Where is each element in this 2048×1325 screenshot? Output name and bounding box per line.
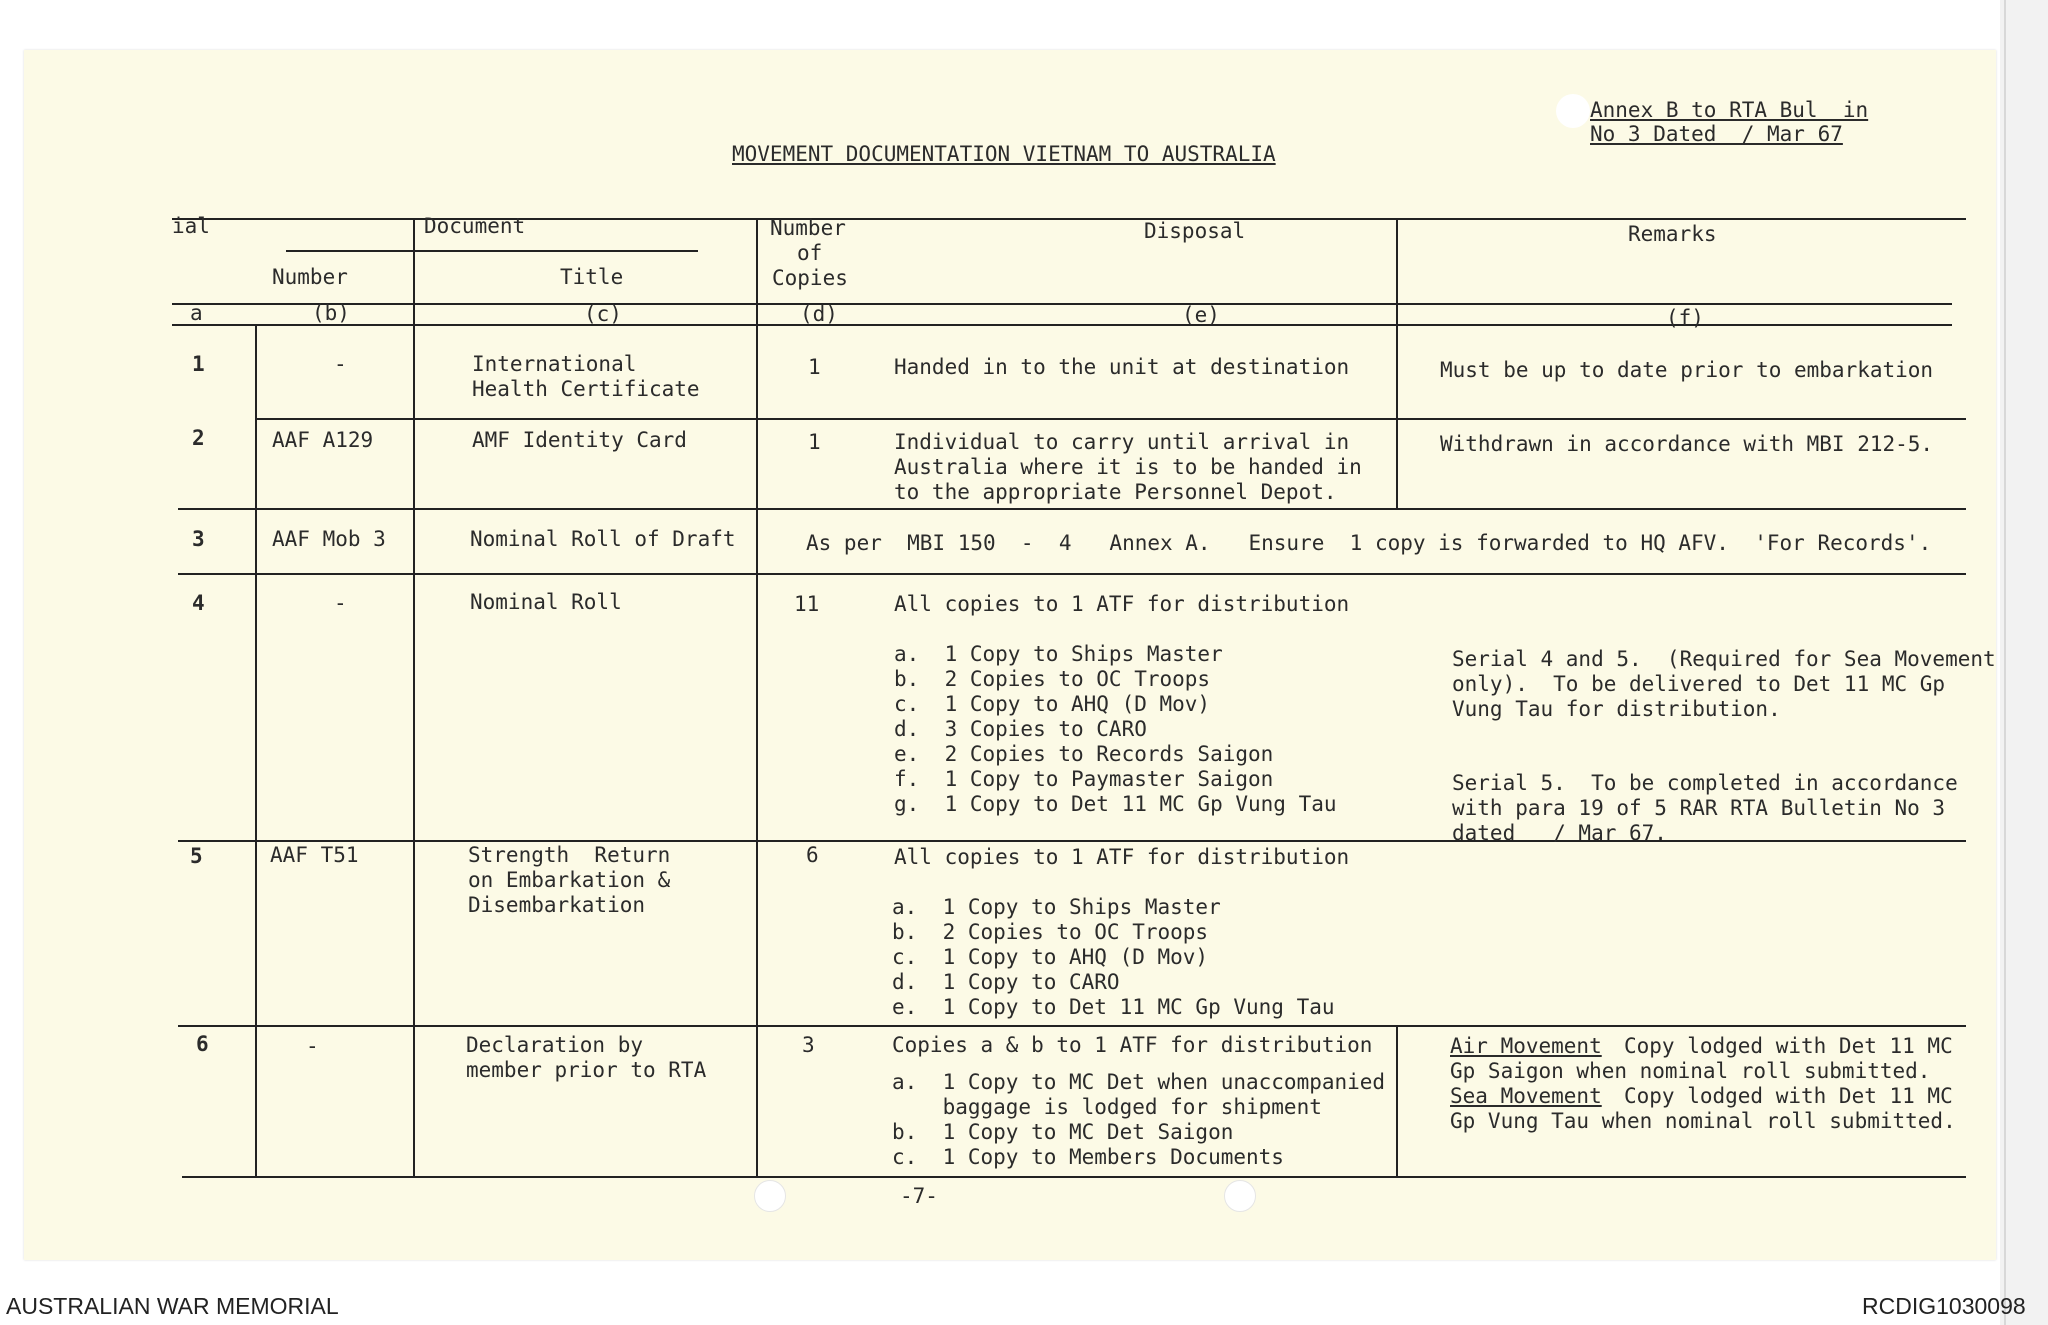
row-6-remarks-sea-label: Sea Movement <box>1450 1084 1602 1108</box>
row-6-remarks-air-2: Gp Saigon when nominal roll submitted. <box>1450 1059 1931 1083</box>
hole-punch-mark <box>1556 94 1590 128</box>
row-1-title-2: Health Certificate <box>472 377 700 401</box>
row-6-disposal-b: b. 1 Copy to MC Det Saigon <box>892 1120 1234 1144</box>
row-rule-5 <box>178 1025 1966 1027</box>
col-divider-b <box>413 218 415 1178</box>
scan-edge-line <box>2004 0 2006 1325</box>
row-4-disposal-b: b. 2 Copies to OC Troops <box>894 667 1211 691</box>
page-number: -7- <box>900 1184 938 1208</box>
document-title: MOVEMENT DOCUMENTATION VIETNAM TO AUSTRALIA <box>732 142 1276 166</box>
row-1-number: - <box>334 352 347 376</box>
row-5-disposal-e: e. 1 Copy to Det 11 MC Gp Vung Tau <box>892 995 1335 1019</box>
col-letter-c: (c) <box>584 302 622 326</box>
header-copies-1: Number <box>770 216 846 240</box>
row-5-title-2: on Embarkation & <box>468 868 671 892</box>
row-2-serial: 2 <box>192 426 205 450</box>
row-6-remarks-air-label: Air Movement <box>1450 1034 1602 1058</box>
header-document: Document <box>424 214 526 238</box>
scan-edge <box>2000 0 2048 1325</box>
row-1-copies: 1 <box>808 355 821 379</box>
row-1-remarks: Must be up to date prior to embarkation <box>1440 358 1934 382</box>
row-4-serial: 4 <box>192 591 205 615</box>
row-6-disposal-c: c. 1 Copy to Members Documents <box>892 1145 1284 1169</box>
row-1-disposal: Handed in to the unit at destination <box>894 355 1350 379</box>
row-6-serial: 6 <box>196 1032 209 1056</box>
footer-reference-id: RCDIG1030098 <box>1862 1293 2026 1319</box>
row-5-disposal-c: c. 1 Copy to AHQ (D Mov) <box>892 945 1209 969</box>
row-4-remarks2-3: dated / Mar 67. <box>1452 821 1667 845</box>
punch-hole-right <box>1224 1180 1256 1212</box>
row-4-remarks-1: Serial 4 and 5. (Required for Sea Movement <box>1452 647 1996 671</box>
header-copies-2: of <box>797 241 823 265</box>
header-remarks: Remarks <box>1628 222 1717 246</box>
row-4-disposal-f: f. 1 Copy to Paymaster Saigon <box>894 767 1274 791</box>
row-rule-2 <box>178 508 1966 510</box>
col-divider-e-bottom <box>1396 1025 1398 1178</box>
col-letter-a: a <box>190 301 203 325</box>
row-5-disposal-b: b. 2 Copies to OC Troops <box>892 920 1209 944</box>
row-6-title-1: Declaration by <box>466 1033 644 1057</box>
document-subheader-rule <box>286 250 698 252</box>
row-5-disposal-head: All copies to 1 ATF for distribution <box>894 845 1350 869</box>
row-2-remarks: Withdrawn in accordance with MBI 212-5. <box>1440 432 1934 456</box>
row-5-copies: 6 <box>806 843 819 867</box>
punch-hole-left <box>754 1180 786 1212</box>
annex-line-1: Annex B to RTA Bul in <box>1590 98 1869 122</box>
row-1-serial: 1 <box>192 352 205 376</box>
row-4-title: Nominal Roll <box>470 590 622 614</box>
row-2-copies: 1 <box>808 430 821 454</box>
row-6-number: - <box>306 1034 319 1058</box>
row-6-title-2: member prior to RTA <box>466 1058 707 1082</box>
row-rule-1 <box>256 418 1966 420</box>
row-4-disposal-c: c. 1 Copy to AHQ (D Mov) <box>894 692 1211 716</box>
col-letter-b: (b) <box>312 301 350 325</box>
row-5-serial: 5 <box>190 844 203 868</box>
row-2-disposal-1: Individual to carry until arrival in <box>894 430 1350 454</box>
row-2-disposal-2: Australia where it is to be handed in <box>894 455 1362 479</box>
row-6-disposal-head: Copies a & b to 1 ATF for distribution <box>892 1033 1373 1057</box>
header-title: Title <box>560 265 624 289</box>
row-4-remarks2-2: with para 19 of 5 RAR RTA Bulletin No 3 <box>1452 796 1946 820</box>
row-2-title: AMF Identity Card <box>472 428 687 452</box>
row-4-remarks-2: only). To be delivered to Det 11 MC Gp <box>1452 672 1946 696</box>
header-copies-3: Copies <box>772 266 848 290</box>
row-6-copies: 3 <box>802 1033 815 1057</box>
row-rule-3 <box>178 573 1966 575</box>
row-4-number: - <box>334 591 347 615</box>
row-6-disposal-a-cont: baggage is lodged for shipment <box>892 1095 1322 1119</box>
row-3-number: AAF Mob 3 <box>272 527 386 551</box>
row-4-remarks2-1: Serial 5. To be completed in accordance <box>1452 771 1958 795</box>
row-4-copies: 11 <box>794 592 820 616</box>
header-rule-1 <box>172 303 1952 305</box>
row-2-number: AAF A129 <box>272 428 374 452</box>
row-4-disposal-d: d. 3 Copies to CARO <box>894 717 1147 741</box>
header-number: Number <box>272 265 348 289</box>
row-2-disposal-3: to the appropriate Personnel Depot. <box>894 480 1337 504</box>
col-divider-a <box>255 324 257 1178</box>
annex-line-2: No 3 Dated / Mar 67 <box>1590 122 1843 146</box>
row-4-disposal-a: a. 1 Copy to Ships Master <box>894 642 1223 666</box>
row-3-title: Nominal Roll of Draft <box>470 527 736 551</box>
col-letter-d: (d) <box>800 302 838 326</box>
row-3-merged-disposal: As per MBI 150 - 4 Annex A. Ensure 1 copy is forwarded to HQ AFV. 'For Records'. <box>806 531 1932 555</box>
row-4-disposal-head: All copies to 1 ATF for distribution <box>894 592 1350 616</box>
row-5-title-1: Strength Return <box>468 843 671 867</box>
row-5-disposal-a: a. 1 Copy to Ships Master <box>892 895 1221 919</box>
row-4-disposal-e: e. 2 Copies to Records Saigon <box>894 742 1274 766</box>
footer-source: AUSTRALIAN WAR MEMORIAL <box>6 1293 339 1319</box>
row-6-remarks-sea-1: Copy lodged with Det 11 MC <box>1624 1084 1953 1108</box>
row-rule-4 <box>178 840 1966 842</box>
col-letter-e: (e) <box>1182 303 1220 327</box>
col-letter-f: (f) <box>1666 306 1704 330</box>
row-6-disposal-a: a. 1 Copy to MC Det when unaccompanied <box>892 1070 1386 1094</box>
row-1-title-1: International <box>472 352 637 376</box>
row-6-remarks-sea-2: Gp Vung Tau when nominal roll submitted. <box>1450 1109 1956 1133</box>
col-divider-c <box>756 218 758 1178</box>
col-divider-e-top <box>1396 218 1398 508</box>
row-6-remarks-air-1: Copy lodged with Det 11 MC <box>1624 1034 1953 1058</box>
row-5-title-3: Disembarkation <box>468 893 646 917</box>
row-4-disposal-g: g. 1 Copy to Det 11 MC Gp Vung Tau <box>894 792 1337 816</box>
row-5-disposal-d: d. 1 Copy to CARO <box>892 970 1120 994</box>
row-3-serial: 3 <box>192 527 205 551</box>
table-bottom-rule <box>182 1176 1966 1178</box>
header-serial: ial <box>172 214 210 238</box>
row-4-remarks-3: Vung Tau for distribution. <box>1452 697 1781 721</box>
header-disposal: Disposal <box>1144 219 1246 243</box>
row-5-number: AAF T51 <box>270 843 359 867</box>
